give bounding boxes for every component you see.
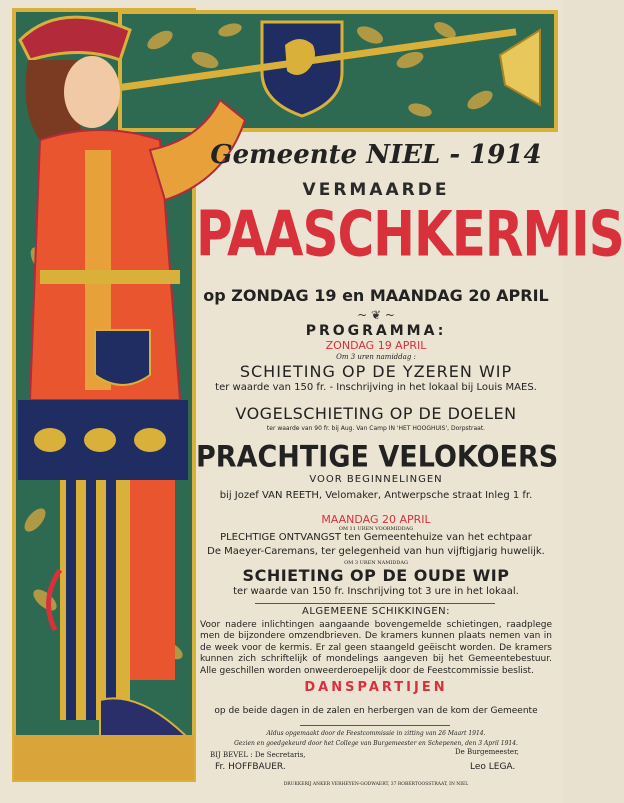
- subtitle: VERMAARDE: [302, 180, 450, 200]
- lion-pouch-icon: [95, 330, 150, 385]
- event2-desc: ter waarde van 90 fr. bij Aug. Van Camp IN 'HET HOOGHUIS', Dorpstraat.: [266, 425, 486, 432]
- section-rule: [255, 603, 495, 604]
- municipality-title: Gemeente NIEL - 1914: [210, 140, 542, 170]
- general-body: Voor nadere inlichtingen aangaande bovengemelde schietingen, raadplege men de bijzondere omzendbrieven. De kramers kunnen plaats nemen van in de week voor de kermis. Er zal geen staangeld geëischt worden. De kramers kunnen zich schriftelijk of mondelings aangeven bij het Gemeentebestuur. Alle geschillen worden onweerderoepelijk door de Feestcommissie beslist.: [200, 620, 552, 676]
- footer-mayor: Leo LEGA.: [470, 762, 516, 772]
- event4-desc: De Maeyer-Caremans, ter gelegenheid van hun vijftigjarig huwelijk.: [207, 546, 545, 557]
- event1-desc: ter waarde van 150 fr. - Inschrijving in het lokaal bij Louis MAES.: [215, 382, 537, 393]
- lion-emblems: [34, 428, 166, 452]
- event3-subtitle: VOOR BEGINNELINGEN: [309, 474, 443, 485]
- general-heading: ALGEMEENE SCHIKKINGEN:: [302, 606, 450, 617]
- herald-face: [64, 56, 120, 128]
- dance-desc: op de beide dagen in de zalen en herbergen van de kom der Gemeente: [214, 706, 538, 716]
- event3-desc: bij Jozef VAN REETH, Velomaker, Antwerpsche straat Inleg 1 fr.: [219, 490, 533, 501]
- event3-title: PRACHTIGE VELOKOERS: [196, 440, 559, 475]
- footer-secretary: Fr. HOFFBAUER.: [215, 762, 286, 772]
- herald-belt: [40, 270, 180, 284]
- day1-label: ZONDAG 19 APRIL: [325, 339, 427, 352]
- event2-title: VOGELSCHIETING OP DE DOELEN: [235, 404, 517, 423]
- footer-line2: Gezien en goedgekeurd door het College van Burgemeester en Schepenen, den 3 April 1914.: [234, 740, 518, 747]
- event1-title: SCHIETING OP DE YZEREN WIP: [239, 362, 513, 381]
- main-title: PAASCHKERMIS: [196, 198, 624, 271]
- event5-title: SCHIETING OP DE OUDE WIP: [242, 566, 510, 585]
- floor-strip: [14, 735, 194, 780]
- ornament-divider: ~ ❦ ~: [357, 308, 395, 322]
- event5-desc: ter waarde van 150 fr. Inschrijving tot 3 ure in het lokaal.: [233, 586, 519, 597]
- footer-mayor-title: De Burgemeester,: [455, 748, 519, 756]
- day2-time: OM 11 UREN VOORMIDDAG: [338, 526, 414, 532]
- event-dates: op ZONDAG 19 en MAANDAG 20 APRIL: [203, 286, 549, 305]
- printer-line: DRUKKERIJ ANKER VERHEYEN-GODWAERT, 37 ROBERTOOSSTRAAT, IN NIEL: [283, 782, 469, 787]
- footer-rule: [300, 725, 450, 726]
- footer-order: BIJ BEVEL : De Secretaris,: [210, 751, 306, 759]
- program-heading: PROGRAMMA:: [305, 323, 447, 339]
- footer-line1: Aldus opgemaakt door de Feestcommissie in zitting van 26 Maart 1914.: [266, 730, 486, 737]
- dance-title: DANSPARTIJEN: [304, 680, 448, 695]
- day1-time: Om 3 uren namiddag :: [336, 353, 416, 361]
- event4-title: PLECHTIGE ONTVANGST ten Gemeentehuize van het echtpaar: [220, 532, 532, 543]
- day2-afternoon-time: OM 3 UREN NAMIDDAG: [344, 560, 408, 566]
- day2-label: MAANDAG 20 APRIL: [321, 513, 431, 526]
